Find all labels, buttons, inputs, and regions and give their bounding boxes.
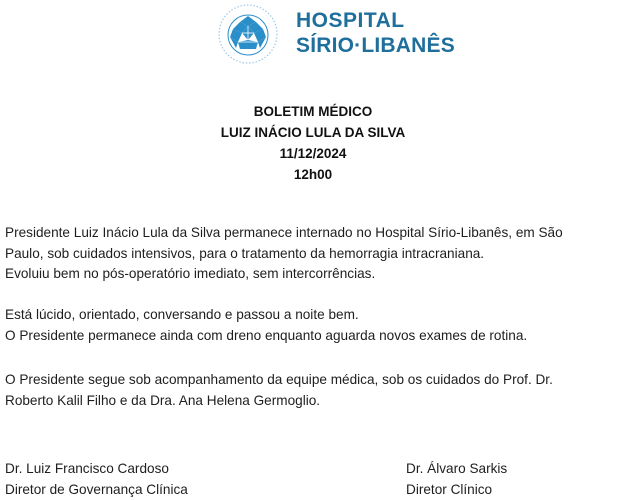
signature-role: Diretor Clínico xyxy=(406,482,493,497)
paragraph-status xyxy=(5,223,617,285)
paragraph-line: Roberto Kalil Filho e da Dra. Ana Helena Germoglio. xyxy=(5,392,321,408)
paragraph-line: Evoluiu bem no pós-operatório imediato, sem intercorrências. xyxy=(5,266,376,281)
paragraph-line: Está lúcido, orientado, conversando e passou a noite bem. xyxy=(5,307,359,322)
paragraph-line: O Presidente permanece ainda com dreno enquanto aguarda novos exames de rotina. xyxy=(5,327,528,343)
bulletin-title: BOLETIM MÉDICO xyxy=(253,104,373,119)
patient-name: LUIZ INÁCIO LULA DA SILVA xyxy=(220,125,406,140)
paragraph-line: O Presidente segue sob acompanhamento da equipe médica, sob os cuidados do Prof. Dr. xyxy=(5,372,553,387)
signature-name: Dr. Álvaro Sarkis xyxy=(406,461,508,476)
signature-right xyxy=(406,458,507,500)
hospital-wordmark xyxy=(296,10,455,57)
hospital-emblem-icon xyxy=(216,2,280,66)
paragraph-line: Paulo, sob cuidados intensivos, para o tratamento da hemorragia intracraniana. xyxy=(5,245,485,261)
signature-left xyxy=(5,458,188,500)
paragraph-line: Presidente Luiz Inácio Lula da Silva permanece internado no Hospital Sírio-Libanês, em São xyxy=(5,225,563,240)
bulletin-date: 11/12/2024 xyxy=(279,146,347,161)
paragraph-condition xyxy=(5,305,617,346)
hospital-logo xyxy=(216,2,456,68)
bulletin-time: 12h00 xyxy=(293,167,333,182)
bulletin-header xyxy=(0,101,626,185)
logo-line-sirio-libanes: SÍRIO·LIBANÊS xyxy=(296,34,455,57)
signature-role: Diretor de Governança Clínica xyxy=(5,482,188,497)
paragraph-care-team xyxy=(5,370,617,411)
signature-name: Dr. Luiz Francisco Cardoso xyxy=(5,461,169,476)
logo-line-hospital: HOSPITAL xyxy=(296,9,405,32)
